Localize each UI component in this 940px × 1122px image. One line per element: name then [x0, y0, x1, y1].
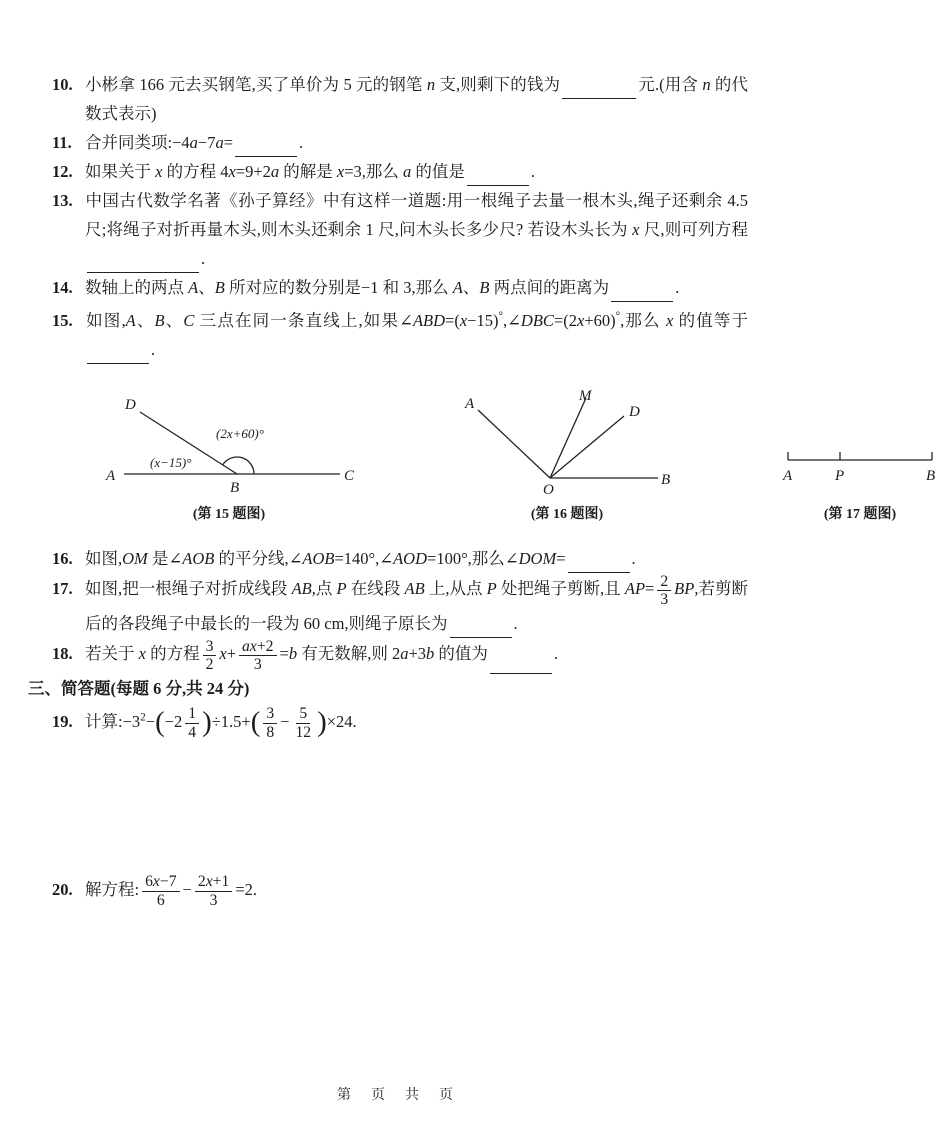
question-10-number: 10.: [52, 75, 73, 94]
question-15: [52, 302, 748, 364]
question-14-number: 14.: [52, 278, 73, 297]
figure-16-caption: (第 16 题图): [530, 507, 604, 522]
question-15-number: 15.: [52, 310, 73, 330]
question-12-text: 如果关于 x 的方程 4x=9+2a 的解是 x=3,那么 a 的值是 .: [85, 162, 535, 181]
question-13-number: 13.: [52, 191, 73, 210]
ray-od: [550, 416, 624, 478]
figure-17-caption: (第 17 题图): [823, 507, 897, 522]
question-11-text: 合并同类项:−4a−7a= .: [85, 133, 303, 152]
angle-label-right: (2x+60)°: [216, 426, 264, 441]
question-11-number: 11.: [52, 133, 72, 152]
question-20-text: 解方程: $\frac{6x-7}{6}$ − $\frac{2x+1}{3}$ =2.: [85, 873, 257, 909]
page-footer: 第 页 共 页: [337, 1088, 456, 1103]
question-14: [52, 273, 748, 302]
question-10-text: 小彬拿 166 元去买钢笔,买了单价为 5 元的钢笔 n 支,则剩下的钱为 元.(用含 n 的代数式表示): [85, 75, 749, 123]
question-11: [52, 128, 748, 157]
point-label-p: P: [835, 468, 845, 484]
point-label-b: B: [926, 468, 936, 484]
figure-16-diagram: [462, 388, 672, 496]
question-18: [52, 638, 748, 674]
angle-arc-b: [223, 457, 254, 474]
question-15-text: 如图,A、B、C 三点在同一条直线上,如果∠ABD=(x−15)°,∠DBC=(2x+60)°,那么 x 的值等于.: [85, 311, 748, 359]
question-16-text: 如图,OM 是∠AOB 的平分线,∠AOB=140°,∠AOD=100°,那么∠DOM= .: [85, 549, 636, 568]
point-label-a: A: [465, 396, 475, 412]
question-18-number: 18.: [52, 644, 73, 664]
question-10: [52, 70, 748, 128]
point-label-m: M: [579, 388, 592, 404]
figure-15-diagram: [104, 388, 354, 496]
ray-oa: [478, 410, 550, 478]
question-13-text: 中国古代数学名著《孙子算经》中有这样一道题:用一根绳子去量一根木头,绳子还剩余 4.5 尺;将绳子对折再量木头,则木头还剩余 1 尺,问木头长多少尺? 若设木头长为 x 尺,则可列方程.: [85, 191, 748, 268]
question-20-number: 20.: [52, 880, 73, 900]
question-14-text: 数轴上的两点 A、B 所对应的数分别是−1 和 3,那么 A、B 两点间的距离为 .: [85, 278, 679, 297]
point-label-d: D: [125, 397, 136, 413]
point-label-c: C: [344, 468, 355, 484]
point-label-a: A: [783, 468, 793, 484]
question-12: [52, 157, 748, 186]
question-16-number: 16.: [52, 548, 73, 568]
question-12-number: 12.: [52, 162, 73, 181]
question-19-number: 19.: [52, 712, 73, 732]
point-label-d: D: [629, 404, 640, 420]
question-19-text: 计算$:-3^2-(-2$ $\frac{1}{4}$ )÷1.5+( $\frac{3}{8}$ − $\frac{5}{12}$ )×24.: [85, 705, 357, 741]
point-label-a: A: [106, 468, 116, 484]
point-label-b: B: [230, 480, 240, 496]
question-13: [52, 186, 748, 273]
figures-row: [64, 372, 936, 540]
figure-15: [104, 388, 354, 523]
figure-17-diagram: [780, 430, 940, 496]
question-17-text: 如图,把一根绳子对折成线段 AB,点 P 在线段 AB 上,从点 P 处把绳子剪断,且 AP= $\frac{2}{3}$ BP,若剪断后的各段绳子中最长的一段为 60 cm,则绳子原长为 .: [85, 579, 748, 632]
point-label-o: O: [543, 482, 554, 498]
question-20: [52, 873, 748, 909]
question-16: [52, 544, 748, 573]
point-label-b: B: [661, 472, 671, 488]
ray-om: [550, 398, 586, 478]
figure-17: [780, 430, 940, 523]
figure-15-caption: (第 15 题图): [192, 507, 266, 522]
question-19: [52, 704, 748, 742]
question-17: [52, 573, 748, 638]
section-three-header: 三、简答题(每题 6 分,共 24 分): [28, 678, 250, 698]
figure-16: [462, 388, 672, 523]
question-18-text: 若关于 x 的方程 $\frac{3}{2}$ x+ $\frac{ax+2}{3}$ =b 有无数解,则 2a+3b 的值为 .: [85, 637, 558, 674]
question-17-number: 17.: [52, 579, 73, 599]
angle-label-left: (x−15)°: [150, 455, 192, 470]
